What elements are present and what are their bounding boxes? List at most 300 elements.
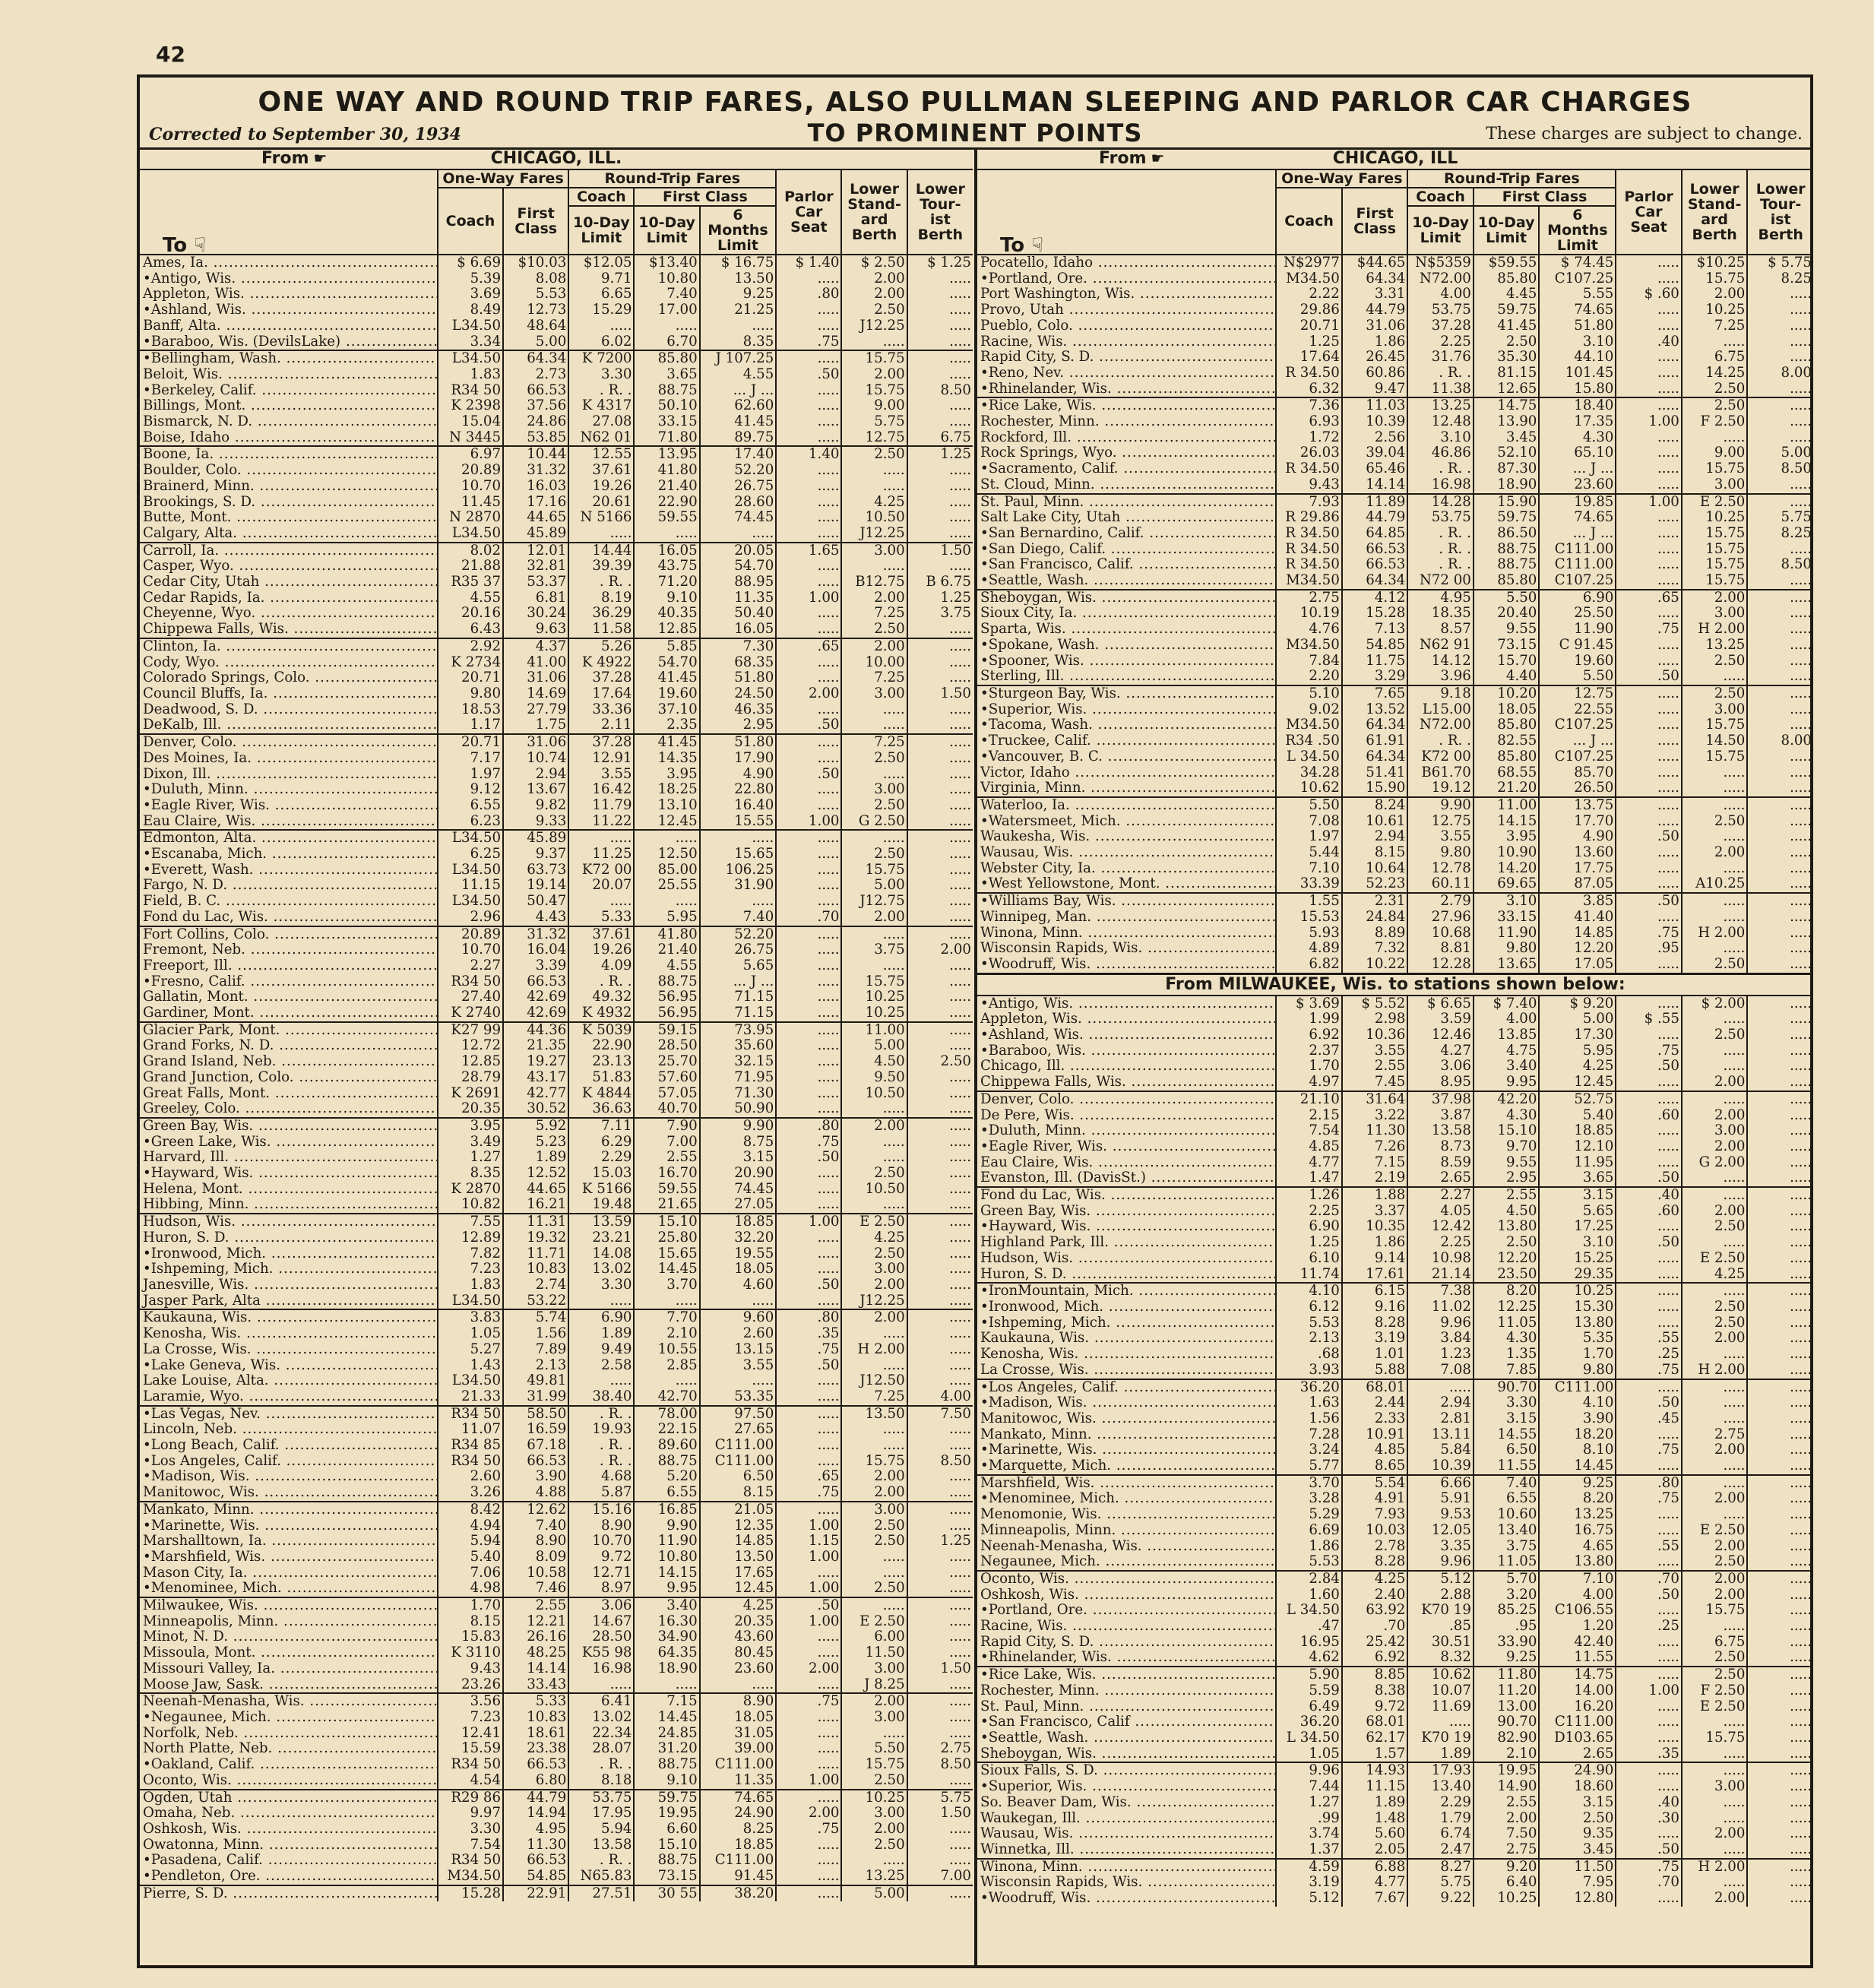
first-class-fare: 5.92 xyxy=(503,1118,568,1135)
first-class-10day-fare: 90.70 xyxy=(1474,1714,1540,1730)
coach-rt-fare: K 7200 xyxy=(568,350,634,367)
coach-rt-fare: 19.12 xyxy=(1407,780,1474,797)
first-class-10day-fare: 2.35 xyxy=(634,717,699,734)
parlor-seat-charge xyxy=(776,1038,841,1054)
coach-rt-fare: . R. . xyxy=(568,383,634,399)
table-row xyxy=(140,702,973,718)
first-class-fare: 49.81 xyxy=(503,1373,568,1389)
station-name: Boise, Idaho ..... xyxy=(140,430,438,447)
first-class-6month-fare: 13.80 xyxy=(1539,1315,1616,1331)
parlor-seat-charge: .50 xyxy=(1616,1170,1682,1187)
parlor-header: Parlor Car Seat xyxy=(776,170,841,255)
lower-tourist-berth: 8.00 xyxy=(1747,733,1813,749)
first-class-fare: 4.43 xyxy=(503,910,568,926)
first-class-fare: 66.53 xyxy=(503,974,568,990)
parlor-seat-charge xyxy=(776,414,841,430)
parlor-seat-charge xyxy=(776,1101,841,1118)
coach-rt-fare: 2.25 xyxy=(1407,334,1474,350)
table-row xyxy=(977,1442,1813,1458)
coach-rt-fare: 6.65 xyxy=(568,286,634,302)
first-class-10day-fare: 41.80 xyxy=(634,926,699,943)
first-class-fare: 64.85 xyxy=(1342,526,1408,542)
first-class-6month-fare: 4.90 xyxy=(1539,829,1616,845)
station-name: Freeport, Ill. ..... xyxy=(140,958,438,974)
lower-standard-berth: 14.25 xyxy=(1682,366,1748,381)
coach-rt-fare: 18.35 xyxy=(1407,606,1474,622)
coach-rt-fare: 9.90 xyxy=(1407,797,1474,814)
coach-fare: N$2977 xyxy=(1276,255,1342,271)
coach-fare: 1.83 xyxy=(438,1277,503,1293)
first-class-fare: 30.24 xyxy=(503,606,568,622)
first-class-6month-fare: 18.20 xyxy=(1539,1427,1616,1443)
parlor-seat-charge: 1.65 xyxy=(776,543,841,559)
lower-standard-berth xyxy=(841,1326,907,1342)
lower-tourist-berth: 4.00 xyxy=(907,1389,973,1406)
lower-standard-berth xyxy=(1682,1619,1748,1635)
lower-standard-berth: 2.50 xyxy=(1682,1650,1748,1667)
first-class-6month-fare: 32.15 xyxy=(700,1054,777,1070)
first-class-10day-fare: 12.50 xyxy=(634,847,699,863)
lower-tourist-berth xyxy=(907,1581,973,1597)
table-row xyxy=(140,463,973,479)
lower-tourist-header: Lower Tour- ist Berth xyxy=(1747,170,1813,255)
coach-rt-fare: 16.98 xyxy=(568,1661,634,1677)
lower-standard-berth: 11.50 xyxy=(841,1645,907,1661)
lower-standard-berth xyxy=(1682,893,1748,910)
first-class-10day-fare: 12.45 xyxy=(634,814,699,831)
lower-tourist-berth xyxy=(1747,1170,1813,1187)
table-row xyxy=(140,590,973,606)
table-head-right xyxy=(977,170,1813,255)
lower-standard-berth: J 8.25 xyxy=(841,1677,907,1694)
table-row xyxy=(977,685,1813,702)
station-name: •Ashland, Wis. ..... xyxy=(140,302,438,318)
first-class-6month-fare: 5.65 xyxy=(1539,1204,1616,1220)
parlor-seat-charge: .50 xyxy=(1616,829,1682,845)
lower-standard-berth: 2.50 xyxy=(1682,1554,1748,1571)
station-name: Mankato, Minn. ..... xyxy=(140,1502,438,1518)
parlor-seat-charge xyxy=(1616,1315,1682,1331)
station-name: •Berkeley, Calif. ..... xyxy=(140,383,438,399)
lower-tourist-berth xyxy=(1747,606,1813,622)
first-class-fare: 33.43 xyxy=(503,1677,568,1694)
first-class-6month-fare: 31.90 xyxy=(700,878,777,894)
first-class-fare: 1.88 xyxy=(1342,1187,1408,1204)
coach-fare: 12.41 xyxy=(438,1726,503,1742)
table-row xyxy=(977,1507,1813,1523)
table-row xyxy=(140,367,973,383)
station-name: Hibbing, Minn. ..... xyxy=(140,1197,438,1214)
first-class-fare: 3.22 xyxy=(1342,1108,1408,1124)
coach-fare: 12.89 xyxy=(438,1230,503,1246)
station-name: Lincoln, Neb. ..... xyxy=(140,1422,438,1438)
table-row xyxy=(977,1730,1813,1746)
coach-fare: 5.90 xyxy=(1276,1667,1342,1683)
parlor-seat-charge xyxy=(1616,685,1682,702)
table-row xyxy=(140,1054,973,1070)
first-class-10day-fare: 10.20 xyxy=(1474,685,1540,702)
coach-rt-fare: N 5166 xyxy=(568,510,634,526)
parlor-seat-charge xyxy=(776,1853,841,1869)
lower-tourist-header: Lower Tour- ist Berth xyxy=(907,170,973,255)
table-row xyxy=(140,350,973,367)
coach-rt-fare: 12.55 xyxy=(568,446,634,463)
first-class-10day-fare: 4.30 xyxy=(1474,1108,1540,1124)
first-class-10day-fare: 19.60 xyxy=(634,686,699,702)
coach-rt-fare: 13.58 xyxy=(1407,1123,1474,1139)
lower-standard-berth: J12.25 xyxy=(841,526,907,543)
lower-standard-berth: 4.50 xyxy=(841,1054,907,1070)
coach-rt-fare: 8.73 xyxy=(1407,1139,1474,1155)
lower-tourist-berth xyxy=(1747,414,1813,430)
station-name: •Ironwood, Mich. ..... xyxy=(140,1246,438,1262)
table-row xyxy=(977,638,1813,654)
first-class-fare: 6.81 xyxy=(503,590,568,606)
lower-standard-berth: 2.00 xyxy=(1682,1442,1748,1458)
first-class-fare: 64.34 xyxy=(1342,271,1408,287)
first-class-6month-fare: 18.85 xyxy=(1539,1123,1616,1139)
first-class-10day-fare: 54.70 xyxy=(634,655,699,671)
lower-standard-berth: 2.00 xyxy=(1682,1075,1748,1091)
parlor-seat-charge xyxy=(776,751,841,767)
lower-tourist-berth: 5.75 xyxy=(1747,510,1813,526)
first-class-fare: 6.15 xyxy=(1342,1283,1408,1299)
station-name: La Crosse, Wis. ..... xyxy=(977,1363,1276,1379)
first-class-10day-fare: 57.05 xyxy=(634,1086,699,1102)
station-name: Brookings, S. D. ..... xyxy=(140,495,438,511)
lower-standard-berth: 2.50 xyxy=(841,446,907,463)
coach-rt-fare: 13.11 xyxy=(1407,1427,1474,1443)
first-class-10day-fare: 9.55 xyxy=(1474,1155,1540,1171)
coach-header: Coach xyxy=(438,188,503,255)
coach-rt-fare: 13.25 xyxy=(1407,397,1474,414)
first-class-10day-fare: 4.40 xyxy=(1474,669,1540,685)
coach-fare: 5.29 xyxy=(1276,1507,1342,1523)
parlor-seat-charge xyxy=(1616,638,1682,654)
lower-tourist-berth xyxy=(907,1358,973,1374)
lower-tourist-berth xyxy=(1747,1795,1813,1811)
parlor-seat-charge: .55 xyxy=(1616,1331,1682,1347)
first-class-fare: 45.89 xyxy=(503,830,568,847)
first-class-10day-fare: 12.65 xyxy=(1474,381,1540,398)
to-header: To ☟ xyxy=(140,170,438,255)
coach-rt-fare: 5.75 xyxy=(1407,1875,1474,1891)
first-class-10day-fare: 2.95 xyxy=(1474,1170,1540,1187)
parlor-seat-charge: $ .55 xyxy=(1616,1011,1682,1027)
first-class-10day-fare: 68.55 xyxy=(1474,765,1540,781)
parlor-seat-charge xyxy=(1616,302,1682,318)
first-class-fare: 12.01 xyxy=(503,543,568,559)
lower-tourist-berth xyxy=(1747,1475,1813,1492)
coach-fare: 1.72 xyxy=(1276,430,1342,446)
parlor-seat-charge xyxy=(776,1022,841,1039)
first-class-fare: 2.94 xyxy=(503,767,568,783)
first-class-6month-fare: 87.05 xyxy=(1539,876,1616,893)
coach-fare: 9.80 xyxy=(438,686,503,702)
parlor-seat-charge xyxy=(776,1438,841,1454)
first-class-6month-fare: C111.00 xyxy=(1539,542,1616,558)
parlor-seat-charge xyxy=(1616,1027,1682,1043)
first-class-10day-fare: 90.70 xyxy=(1474,1379,1540,1396)
table-row xyxy=(977,1603,1813,1619)
lower-standard-berth: A10.25 xyxy=(1682,876,1748,893)
first-class-fare: 1.48 xyxy=(1342,1811,1408,1827)
parlor-seat-charge xyxy=(1616,780,1682,797)
table-row xyxy=(140,334,973,351)
right-half xyxy=(977,149,1813,1965)
lower-standard-berth: 2.50 xyxy=(1682,397,1748,414)
table-row xyxy=(140,1502,973,1518)
lower-standard-berth: J12.75 xyxy=(841,894,907,910)
first-class-6month-fare: 35.60 xyxy=(700,1038,777,1054)
coach-fare: 6.49 xyxy=(1276,1699,1342,1715)
coach-fare: 2.92 xyxy=(438,638,503,655)
parlor-seat-charge: 2.00 xyxy=(776,1661,841,1677)
coach-fare: L34.50 xyxy=(438,526,503,543)
first-class-10day-fare: 21.65 xyxy=(634,1197,699,1214)
coach-fare: 4.77 xyxy=(1276,1155,1342,1171)
table-row xyxy=(140,1277,973,1293)
coach-fare: 15.59 xyxy=(438,1741,503,1757)
first-class-6month-fare: 71.95 xyxy=(700,1070,777,1086)
coach-fare: 15.28 xyxy=(438,1885,503,1902)
parlor-seat-charge: .80 xyxy=(776,1309,841,1326)
lower-tourist-berth xyxy=(1747,638,1813,654)
first-class-fare: 6.80 xyxy=(503,1773,568,1790)
coach-rt-fare: 12.28 xyxy=(1407,957,1474,973)
parlor-seat-charge xyxy=(1616,350,1682,366)
first-class-fare: 50.47 xyxy=(503,894,568,910)
parlor-seat-charge xyxy=(776,1645,841,1661)
parlor-seat-charge: .70 xyxy=(1616,1571,1682,1588)
coach-fare: 1.37 xyxy=(1276,1842,1342,1859)
coach-fare: 5.39 xyxy=(438,271,503,287)
table-row xyxy=(140,1197,973,1214)
table-row xyxy=(140,751,973,767)
lower-standard-berth: 6.00 xyxy=(841,1629,907,1645)
first-class-fare: 7.32 xyxy=(1342,941,1408,957)
first-class-6month-fare: 4.30 xyxy=(1539,430,1616,446)
station-name: •Superior, Wis. ..... xyxy=(977,702,1276,718)
coach-fare: 18.53 xyxy=(438,702,503,718)
lower-tourist-berth xyxy=(907,717,973,734)
lower-tourist-berth: 7.00 xyxy=(907,1869,973,1885)
station-name: Neenah-Menasha, Wis. ..... xyxy=(977,1539,1276,1555)
coach-rt-fare: K 5166 xyxy=(568,1182,634,1198)
table-row xyxy=(977,1588,1813,1603)
coach-fare: 7.44 xyxy=(1276,1779,1342,1795)
parlor-seat-charge: 1.00 xyxy=(1616,1683,1682,1699)
first-class-fare: 3.37 xyxy=(1342,1204,1408,1220)
first-class-fare: 31.06 xyxy=(503,670,568,686)
first-class-10day-fare: 2.75 xyxy=(1474,1842,1540,1859)
lower-tourist-berth: 1.50 xyxy=(907,1806,973,1822)
first-class-fare: 31.32 xyxy=(503,926,568,943)
first-class-fare: 10.44 xyxy=(503,446,568,463)
pointing-hand-icon: ☟ xyxy=(1031,234,1044,257)
first-class-6month-fare: 8.20 xyxy=(1539,1491,1616,1507)
first-class-6month-fare: 24.90 xyxy=(700,1806,777,1822)
coach-rt-fare: 46.86 xyxy=(1407,445,1474,461)
first-class-fare: 15.90 xyxy=(1342,780,1408,797)
lower-tourist-berth: 8.50 xyxy=(907,383,973,399)
lower-standard-berth xyxy=(1682,334,1748,350)
first-class-6month-fare: 5.35 xyxy=(1539,1331,1616,1347)
coach-fare: 4.98 xyxy=(438,1581,503,1597)
parlor-seat-charge xyxy=(776,526,841,543)
first-class-6month-fare: 28.60 xyxy=(700,495,777,511)
parlor-seat-charge xyxy=(776,830,841,847)
first-class-6month-fare: 89.75 xyxy=(700,430,777,447)
first-class-10day-fare: 12.25 xyxy=(1474,1299,1540,1315)
coach-rt-fare: . R. . xyxy=(1407,461,1474,477)
lower-tourist-berth xyxy=(907,1565,973,1581)
coach-fare: 15.53 xyxy=(1276,910,1342,926)
coach-rt-fare: 31.76 xyxy=(1407,350,1474,366)
coach-fare: 21.33 xyxy=(438,1389,503,1406)
lower-tourist-berth xyxy=(907,894,973,910)
first-class-10day-fare: 14.55 xyxy=(1474,1427,1540,1443)
parlor-seat-charge: .80 xyxy=(1616,1475,1682,1492)
lower-standard-berth: 7.25 xyxy=(841,1389,907,1406)
first-class-6month-fare: 71.30 xyxy=(700,1086,777,1102)
first-class-10day-fare xyxy=(634,1373,699,1389)
lower-standard-berth: 4.25 xyxy=(1682,1267,1748,1284)
table-row xyxy=(140,622,973,638)
first-class-6month-fare: 17.65 xyxy=(700,1565,777,1581)
coach-fare: K 3110 xyxy=(438,1645,503,1661)
coach-fare: 12.72 xyxy=(438,1038,503,1054)
first-class-fare: 5.88 xyxy=(1342,1363,1408,1379)
parlor-seat-charge xyxy=(776,958,841,974)
parlor-seat-charge xyxy=(776,1373,841,1389)
first-class-fare: $44.65 xyxy=(1342,255,1408,271)
first-class-10day-fare: 13.10 xyxy=(634,798,699,814)
lower-standard-berth: 3.00 xyxy=(841,1261,907,1277)
station-name: Cedar Rapids, Ia. ..... xyxy=(140,590,438,606)
coach-rt-fare: 19.93 xyxy=(568,1422,634,1438)
station-name: •Baraboo, Wis. (DevilsLake) ..... xyxy=(140,334,438,351)
parlor-seat-charge: .80 xyxy=(776,1118,841,1135)
station-name: Calgary, Alta. ..... xyxy=(140,526,438,543)
table-row xyxy=(140,1822,973,1838)
lower-standard-berth: 2.50 xyxy=(1682,685,1748,702)
parlor-seat-charge xyxy=(776,782,841,798)
table-row xyxy=(140,1469,973,1485)
parlor-seat-charge xyxy=(776,350,841,367)
coach-fare: .99 xyxy=(1276,1811,1342,1827)
table-row xyxy=(977,1251,1813,1267)
station-name: Green Bay, Wis. ..... xyxy=(977,1204,1276,1220)
lower-tourist-berth xyxy=(1747,590,1813,606)
lower-standard-berth xyxy=(841,1358,907,1374)
first-class-6month-fare: 52.20 xyxy=(700,926,777,943)
first-class-10day-fare: 23.50 xyxy=(1474,1267,1540,1284)
table-row xyxy=(140,1661,973,1677)
first-class-10day-fare: 4.50 xyxy=(1474,1204,1540,1220)
table-row xyxy=(977,430,1813,446)
table-row xyxy=(140,318,973,334)
lower-standard-berth: 2.50 xyxy=(1682,1027,1748,1043)
coach-fare: 7.28 xyxy=(1276,1427,1342,1443)
coach-fare: L 34.50 xyxy=(1276,1730,1342,1746)
first-class-6month-fare xyxy=(700,894,777,910)
station-name: Minneapolis, Minn. ..... xyxy=(977,1523,1276,1539)
lower-standard-berth: 10.00 xyxy=(841,655,907,671)
table-row xyxy=(140,1757,973,1773)
parlor-seat-charge xyxy=(776,847,841,863)
first-class-fare: 6.92 xyxy=(1342,1650,1408,1667)
parlor-seat-charge: .70 xyxy=(776,910,841,926)
coach-rt-fare: 5.87 xyxy=(568,1485,634,1502)
coach-fare: R 34.50 xyxy=(1276,461,1342,477)
lower-standard-berth xyxy=(1682,1347,1748,1363)
first-class-6month-fare: 9.25 xyxy=(700,286,777,302)
first-class-10day-fare: 2.50 xyxy=(1474,334,1540,350)
coach-rt-fare: 7.38 xyxy=(1407,1283,1474,1299)
lower-tourist-berth xyxy=(907,655,973,671)
lower-tourist-berth xyxy=(1747,1588,1813,1603)
first-class-6month-fare: 3.90 xyxy=(1539,1411,1616,1427)
lower-tourist-berth xyxy=(907,1326,973,1342)
lower-standard-berth: 2.00 xyxy=(841,1822,907,1838)
first-class-10day-fare: 22.15 xyxy=(634,1422,699,1438)
first-class-10day-fare: 14.35 xyxy=(634,751,699,767)
lower-tourist-berth xyxy=(1747,829,1813,845)
table-row xyxy=(140,575,973,590)
coach-rt-fare: K55 98 xyxy=(568,1645,634,1661)
table-row xyxy=(977,765,1813,781)
lower-tourist-berth xyxy=(907,1853,973,1869)
coach-fare: 1.17 xyxy=(438,717,503,734)
parlor-seat-charge: 1.40 xyxy=(776,446,841,463)
table-row xyxy=(977,590,1813,606)
first-class-fare: 10.74 xyxy=(503,751,568,767)
parlor-seat-charge xyxy=(1616,1299,1682,1315)
coach-fare: 8.49 xyxy=(438,302,503,318)
lower-tourist-berth xyxy=(907,1373,973,1389)
table-row xyxy=(977,1219,1813,1235)
first-class-fare: 25.42 xyxy=(1342,1635,1408,1651)
coach-rt-fare: 37.28 xyxy=(568,734,634,751)
coach-fare: 5.59 xyxy=(1276,1683,1342,1699)
first-class-6month-fare: 6.90 xyxy=(1539,590,1616,606)
coach-fare: 3.83 xyxy=(438,1309,503,1326)
first-class-fare: 31.32 xyxy=(503,463,568,479)
station-name: •San Bernardino, Calif. ..... xyxy=(977,526,1276,542)
parlor-seat-charge: .75 xyxy=(776,334,841,351)
to-header: To ☟ xyxy=(977,170,1276,255)
parlor-seat-charge xyxy=(1616,1779,1682,1795)
first-class-10day-fare: 3.70 xyxy=(634,1277,699,1293)
parlor-seat-charge xyxy=(776,1086,841,1102)
first-class-fare: 5.00 xyxy=(503,334,568,351)
lower-standard-berth: H 2.00 xyxy=(1682,622,1748,638)
coach-fare: 7.54 xyxy=(438,1838,503,1853)
station-name: St. Cloud, Minn. ..... xyxy=(977,477,1276,494)
lower-standard-berth: 3.00 xyxy=(841,1661,907,1677)
coach-rt-fare: 15.03 xyxy=(568,1166,634,1182)
table-row xyxy=(977,1475,1813,1492)
first-class-fare: 68.01 xyxy=(1342,1714,1408,1730)
table-row xyxy=(977,1235,1813,1251)
lower-tourist-berth xyxy=(907,1502,973,1518)
first-class-10day-fare: 3.40 xyxy=(634,1597,699,1614)
table-row xyxy=(977,1187,1813,1204)
coach-rt-fare: 16.42 xyxy=(568,782,634,798)
coach-fare: 6.90 xyxy=(1276,1219,1342,1235)
first-class-10day-fare: 8.20 xyxy=(1474,1283,1540,1299)
